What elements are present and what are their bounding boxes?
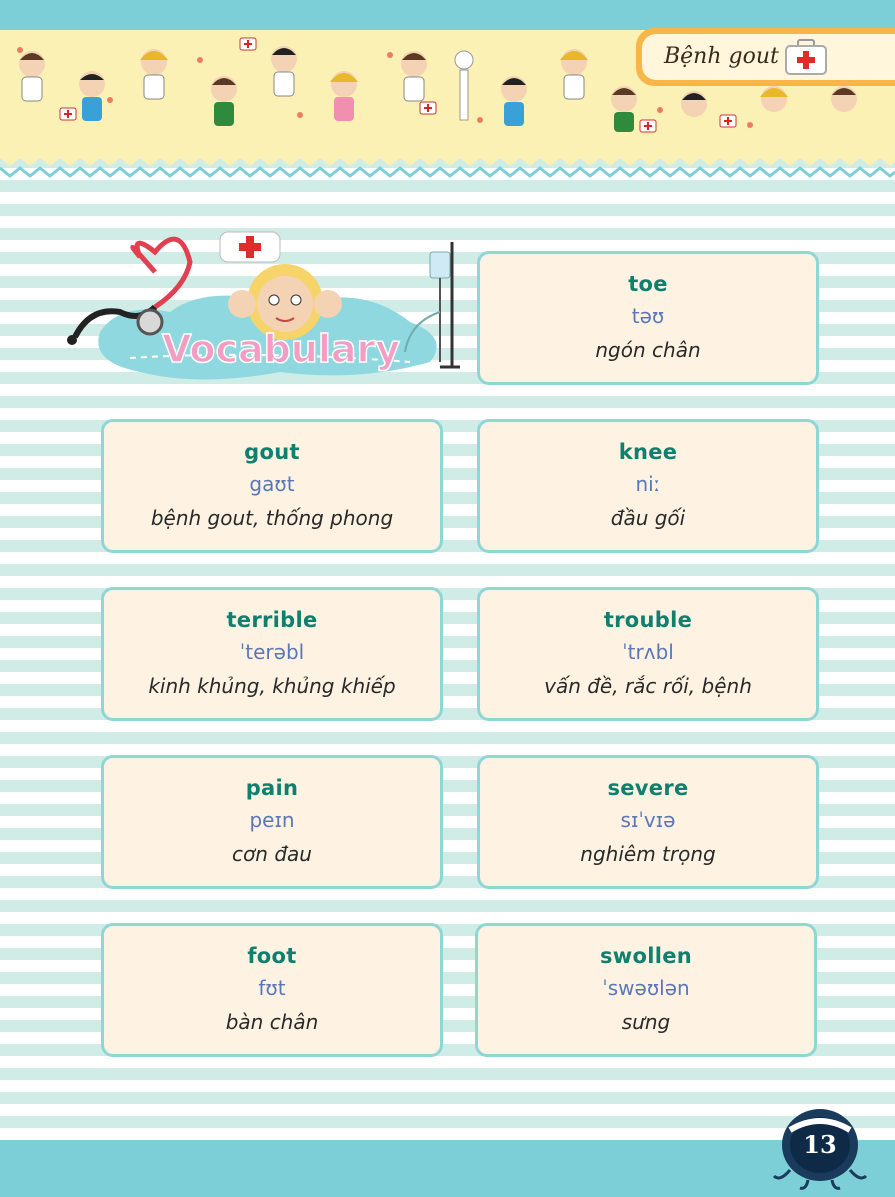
vocab-word: pain [245, 776, 299, 800]
vocab-word: gout [244, 440, 300, 464]
vocab-meaning: đầu gối [610, 506, 686, 530]
vocab-ipa: gaʊt [249, 472, 295, 496]
vocab-word: swollen [599, 944, 693, 968]
vocab-ipa: niː [635, 472, 661, 496]
vocab-meaning: sưng [621, 1010, 671, 1034]
zigzag-divider [0, 144, 895, 184]
page-number-badge [770, 1100, 870, 1190]
vocab-ipa: ˈtrʌbl [622, 640, 674, 664]
vocab-ipa: peɪn [249, 808, 295, 832]
vocab-card-knee [477, 419, 819, 553]
vocab-meaning: kinh khủng, khủng khiếp [148, 674, 396, 698]
vocab-ipa: təʊ [631, 304, 665, 328]
vocab-meaning: bàn chân [225, 1010, 319, 1034]
first-aid-kit-icon [784, 38, 828, 76]
page-number: 13 [803, 1130, 837, 1159]
vocab-word: trouble [603, 608, 693, 632]
vocab-card-severe [477, 755, 819, 889]
vocab-ipa: fʊt [258, 976, 286, 1000]
vocab-card-gout [101, 419, 443, 553]
vocab-ipa: sɪˈvɪə [620, 808, 676, 832]
vocab-word: severe [607, 776, 689, 800]
vocab-meaning: bệnh gout, thống phong [150, 506, 394, 530]
top-bar [0, 0, 895, 30]
vocab-ipa: ˈterəbl [239, 640, 305, 664]
vocab-card-trouble [477, 587, 819, 721]
vocab-card-swollen [475, 923, 817, 1057]
vocab-word: terrible [226, 608, 318, 632]
vocabulary-label: Vocabulary [162, 327, 401, 371]
vocab-card-toe [477, 251, 819, 385]
vocab-ipa: ˈswəʊlən [602, 976, 690, 1000]
vocab-card-terrible [101, 587, 443, 721]
section-title: Bệnh gout [664, 44, 779, 69]
vocab-word: toe [628, 272, 668, 296]
vocab-word: foot [247, 944, 297, 968]
vocab-card-pain [101, 755, 443, 889]
section-title-tab [636, 28, 895, 86]
vocab-meaning: vấn đề, rắc rối, bệnh [544, 674, 752, 698]
vocab-card-foot [101, 923, 443, 1057]
vocab-meaning: ngón chân [595, 338, 701, 362]
vocab-word: knee [618, 440, 678, 464]
vocabulary-illustration [60, 212, 460, 392]
vocab-meaning: nghiêm trọng [580, 842, 716, 866]
bottom-bar [0, 1140, 895, 1197]
vocab-meaning: cơn đau [232, 842, 312, 866]
